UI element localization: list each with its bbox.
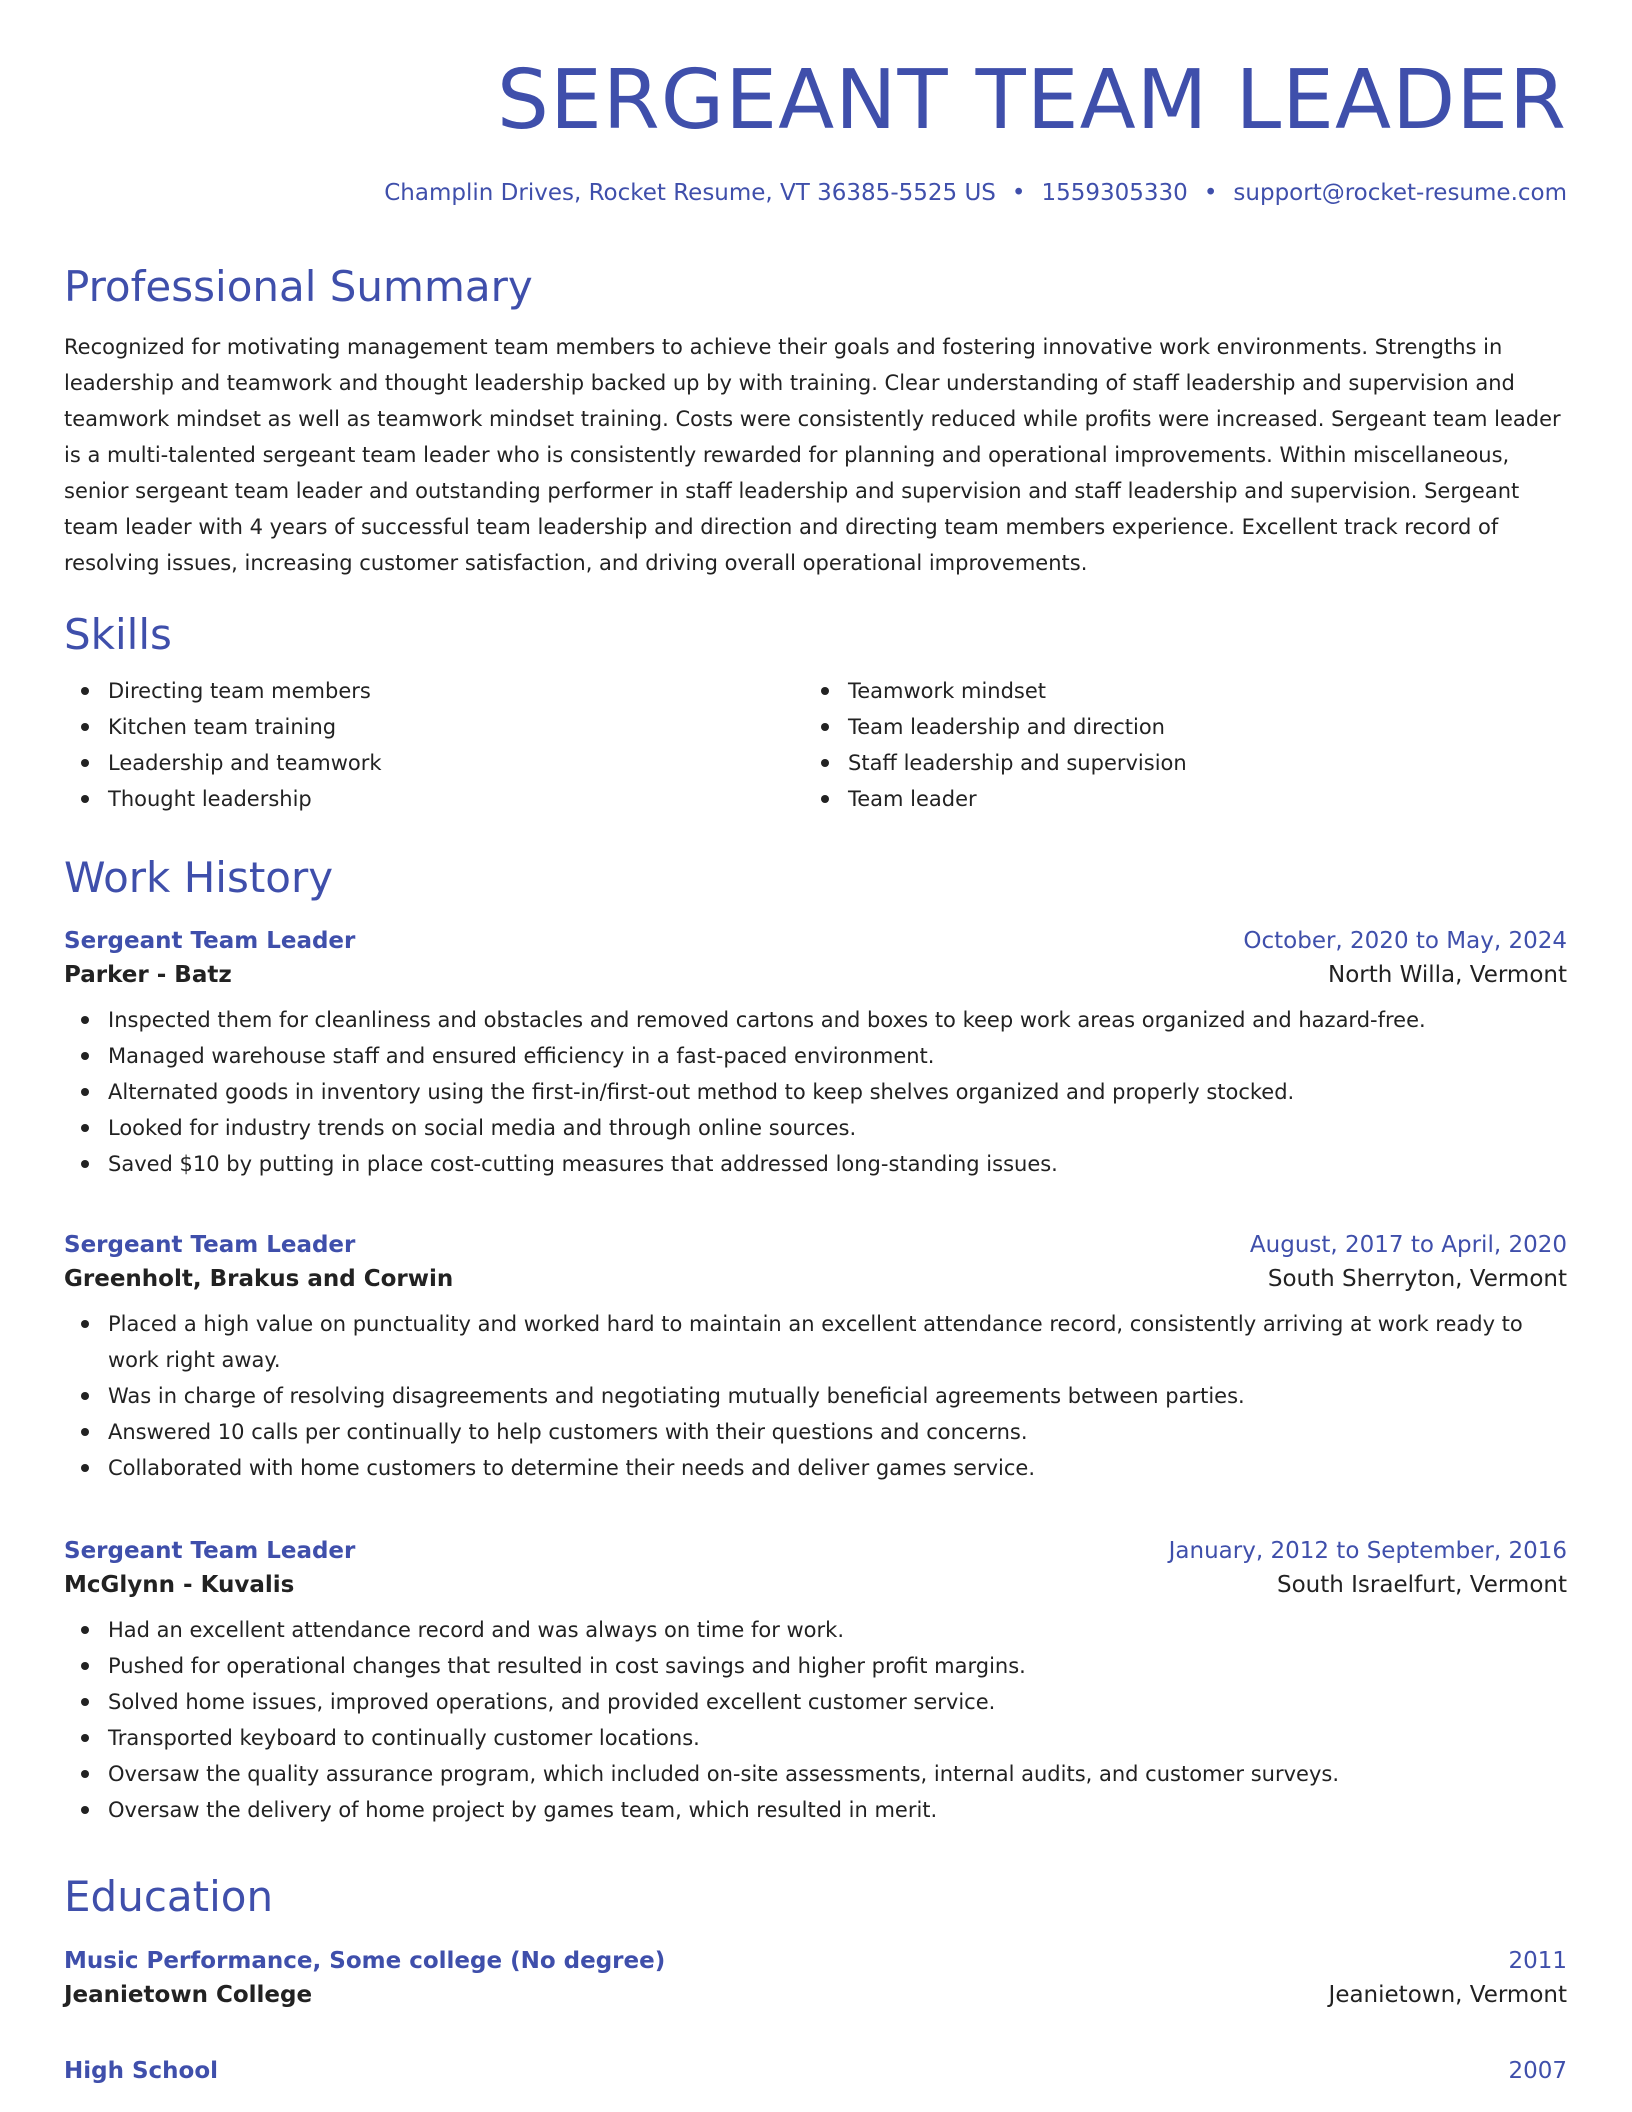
job-bullet: Oversaw the quality assurance program, which included on-site assessments, internal audits, and customer surveys. <box>64 1756 1567 1792</box>
contact-phone: 1559305330 <box>1041 180 1188 206</box>
job-header-row <box>64 928 1567 954</box>
job-dates: August, 2017 to April, 2020 <box>1249 1232 1567 1258</box>
job-bullet: Pushed for operational changes that resulted in cost savings and higher profit margins. <box>64 1648 1567 1684</box>
skills-list-left <box>64 673 804 817</box>
job-title: Sergeant Team Leader <box>64 1538 356 1564</box>
job-company-row <box>64 962 1567 988</box>
skill-item: Directing team members <box>64 673 804 709</box>
job-header-row <box>64 1232 1567 1258</box>
job-bullet: Placed a high value on punctuality and worked hard to maintain an excellent attendance record, consistently arriving at work ready to work right away. <box>64 1306 1567 1378</box>
job-bullet: Looked for industry trends on social media and through online sources. <box>64 1110 1567 1146</box>
section-title-summary: Professional Summary <box>64 262 533 311</box>
job-location: South Sherryton, Vermont <box>1267 1266 1567 1292</box>
edu-school-row <box>64 1982 1567 2008</box>
education-entry <box>64 2058 1567 2084</box>
job-title: Sergeant Team Leader <box>64 1232 356 1258</box>
job-bullets <box>64 1306 1567 1486</box>
job-bullet: Was in charge of resolving disagreements and negotiating mutually beneficial agreements between parties. <box>64 1378 1567 1414</box>
education-entry <box>64 1948 1567 2008</box>
education-section <box>64 1872 1567 1921</box>
summary-text: Recognized for motivating management team members to achieve their goals and fostering innovative work environments. Strengths in leadership and teamwork and thought leadership backed up by with training. Clear understanding of staff leadership and supervision and teamwork mindset as well as teamwork mindset training. Costs were consistently reduced while profits were increased. Sergeant team leader is a multi-talented sergeant team leader who is consistently rewarded for planning and operational improvements. Within miscellaneous, senior sergeant team leader and outstanding performer in staff leadership and supervision and staff leadership and supervision. Sergeant team leader with 4 years of successful team leadership and direction and directing team members experience. Excellent track record of resolving issues, increasing customer satisfaction, and driving overall operational improvements. <box>64 335 1561 575</box>
job-bullet: Transported keyboard to continually customer locations. <box>64 1720 1567 1756</box>
job-bullet: Saved $10 by putting in place cost-cutting measures that addressed long-standing issues. <box>64 1146 1567 1182</box>
candidate-name: SERGEANT TEAM LEADER <box>496 53 1567 148</box>
job-bullet: Solved home issues, improved operations, and provided excellent customer service. <box>64 1684 1567 1720</box>
contact-line <box>64 180 1567 206</box>
section-title-skills: Skills <box>64 610 172 659</box>
skill-item: Teamwork mindset <box>804 673 1544 709</box>
job-entry <box>64 1232 1567 1486</box>
job-company: Parker - Batz <box>64 962 232 988</box>
edu-header-row <box>64 2058 1567 2084</box>
skill-item: Team leader <box>804 781 1544 817</box>
job-company-row <box>64 1266 1567 1292</box>
job-bullet: Alternated goods in inventory using the first-in/first-out method to keep shelves organized and properly stocked. <box>64 1074 1567 1110</box>
skill-item: Team leadership and direction <box>804 709 1544 745</box>
job-company: McGlynn - Kuvalis <box>64 1572 295 1598</box>
edu-year: 2007 <box>1508 2058 1567 2084</box>
skill-item: Leadership and teamwork <box>64 745 804 781</box>
contact-address: Champlin Drives, Rocket Resume, VT 36385-5525 US <box>384 180 996 206</box>
skill-item: Staff leadership and supervision <box>804 745 1544 781</box>
job-company: Greenholt, Brakus and Corwin <box>64 1266 454 1292</box>
job-bullet: Had an excellent attendance record and was always on time for work. <box>64 1612 1567 1648</box>
job-dates: January, 2012 to September, 2016 <box>1168 1538 1567 1564</box>
edu-degree: High School <box>64 2058 219 2084</box>
job-bullet: Collaborated with home customers to determine their needs and deliver games service. <box>64 1450 1567 1486</box>
edu-school: Jeanietown College <box>64 1982 313 2008</box>
skills-section <box>64 610 1567 817</box>
contact-email[interactable]: support@rocket-resume.com <box>1233 180 1567 206</box>
job-company-row <box>64 1572 1567 1598</box>
section-title-work: Work History <box>64 853 334 902</box>
edu-degree: Music Performance, Some college (No degree) <box>64 1948 666 1974</box>
job-bullet: Answered 10 calls per continually to help customers with their questions and concerns. <box>64 1414 1567 1450</box>
skill-item: Thought leadership <box>64 781 804 817</box>
job-location: North Willa, Vermont <box>1328 962 1567 988</box>
skill-item: Kitchen team training <box>64 709 804 745</box>
job-entry <box>64 928 1567 1182</box>
edu-location: Jeanietown, Vermont <box>1328 1982 1567 2008</box>
job-dates: October, 2020 to May, 2024 <box>1243 928 1567 954</box>
job-bullets <box>64 1612 1567 1828</box>
summary-section <box>64 262 1567 581</box>
job-bullets <box>64 1002 1567 1182</box>
job-bullet: Oversaw the delivery of home project by games team, which resulted in merit. <box>64 1792 1567 1828</box>
edu-header-row <box>64 1948 1567 1974</box>
job-bullet: Managed warehouse staff and ensured efficiency in a fast-paced environment. <box>64 1038 1567 1074</box>
skills-columns <box>64 673 1567 817</box>
job-header-row <box>64 1538 1567 1564</box>
edu-year: 2011 <box>1508 1948 1567 1974</box>
skills-list-right <box>804 673 1544 817</box>
contact-separator: • <box>1203 180 1218 206</box>
section-title-education: Education <box>64 1872 274 1921</box>
job-location: South Israelfurt, Vermont <box>1276 1572 1567 1598</box>
work-history-section <box>64 853 1567 902</box>
resume-header <box>64 53 1567 206</box>
job-title: Sergeant Team Leader <box>64 928 356 954</box>
job-bullet: Inspected them for cleanliness and obstacles and removed cartons and boxes to keep work areas organized and hazard-free. <box>64 1002 1567 1038</box>
job-entry <box>64 1538 1567 1828</box>
contact-separator: • <box>1011 180 1026 206</box>
resume-page <box>64 0 1567 2084</box>
